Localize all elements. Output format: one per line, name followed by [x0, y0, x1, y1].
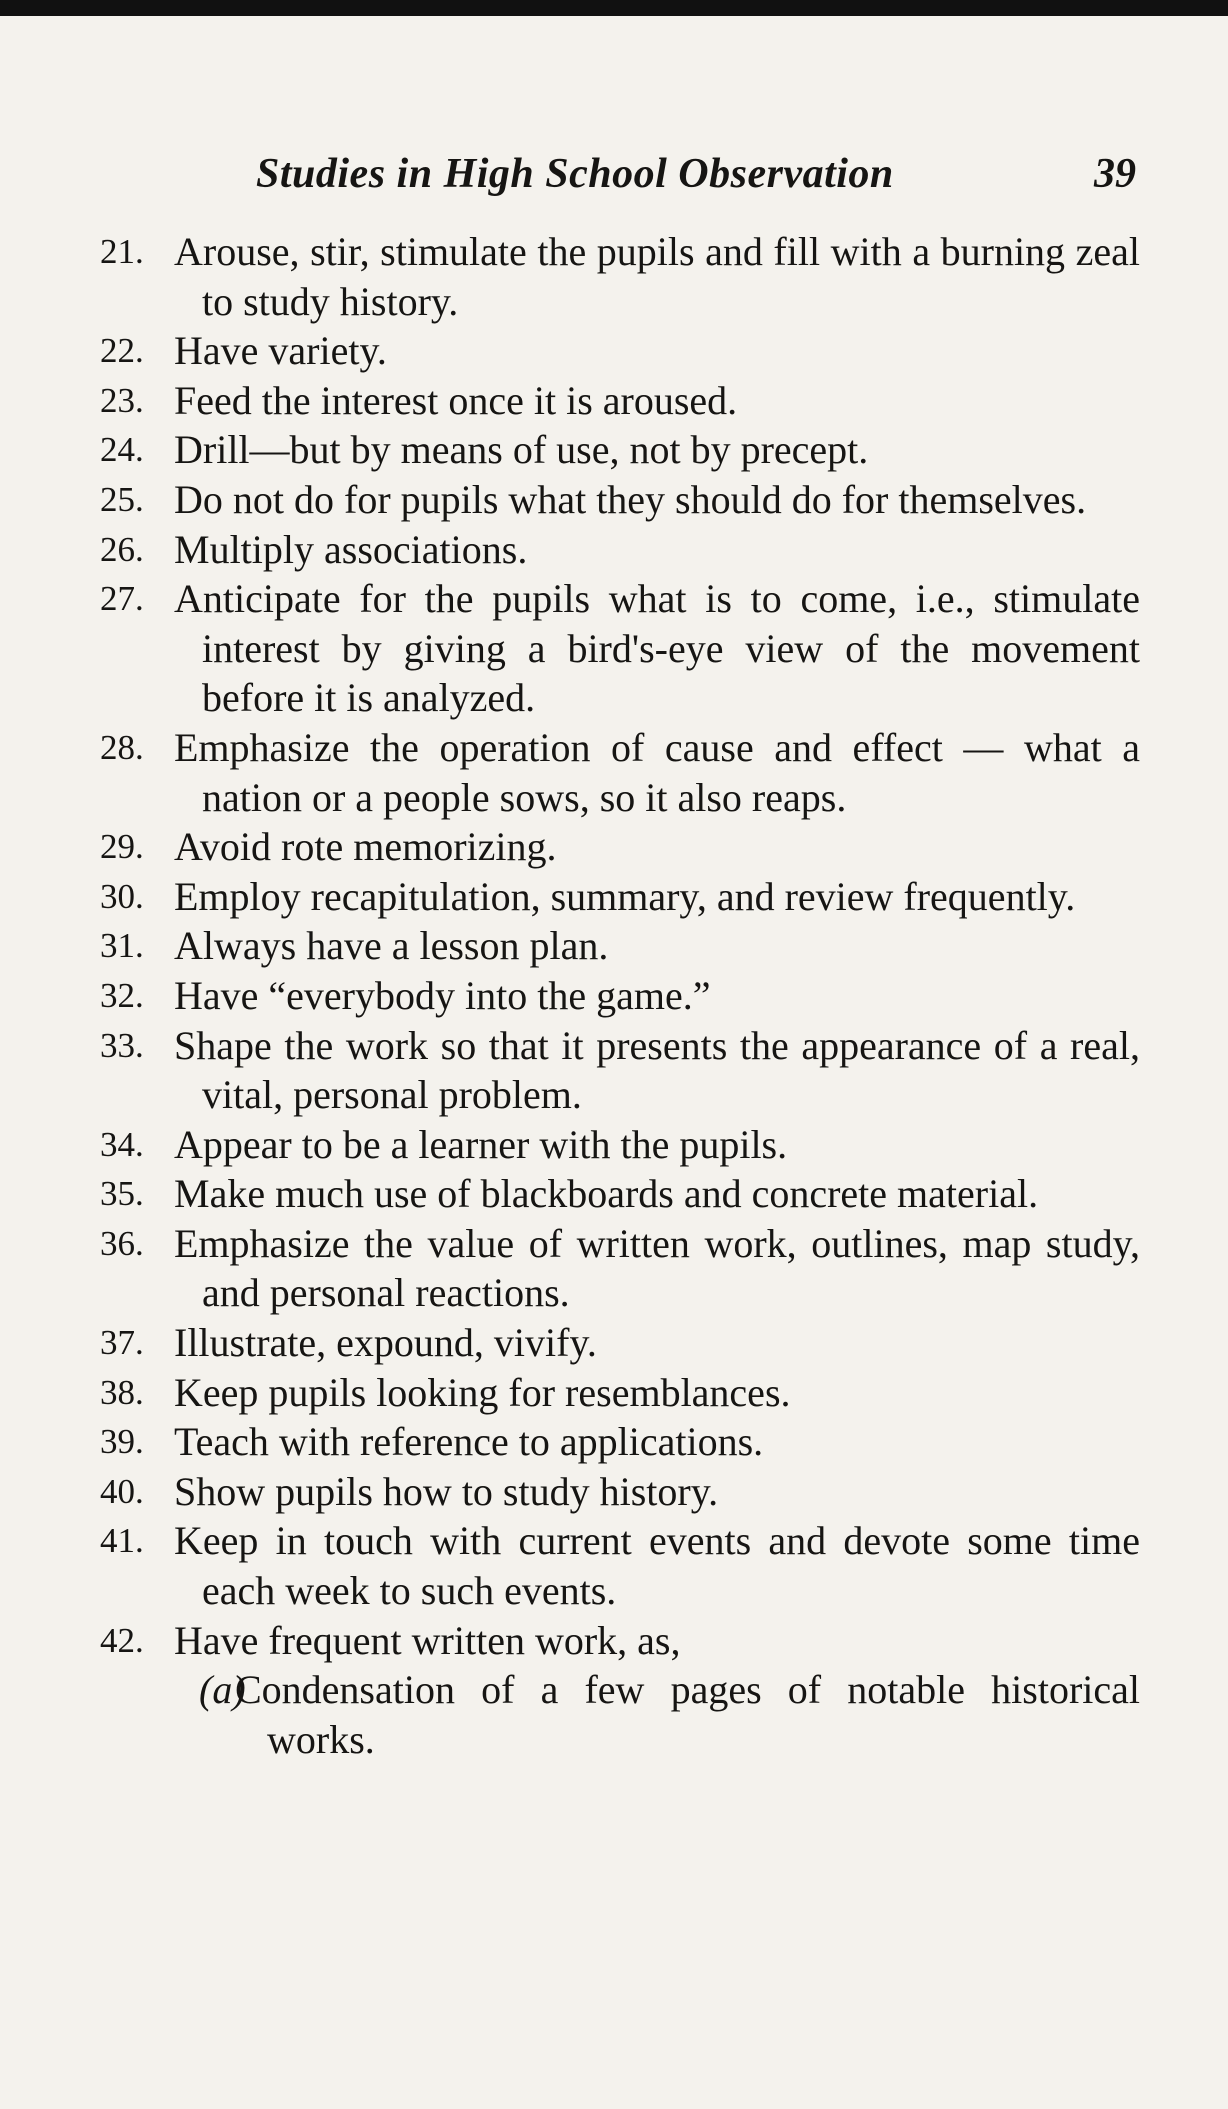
list-item: [90, 1467, 1140, 1517]
item-text: Keep in touch with current events and devote some time each week to such events.: [174, 1518, 1140, 1614]
list-item: [90, 1516, 1140, 1615]
item-number: 25.: [100, 479, 144, 519]
item-text: Drill—but by means of use, not by precept.: [174, 427, 869, 473]
item-text: Arouse, stir, stimulate the pupils and fill with a burning zeal to study history.: [174, 229, 1140, 324]
item-number: 31.: [100, 926, 144, 966]
item-number: 37.: [100, 1323, 144, 1363]
sub-item-label: (a): [199, 1667, 246, 1713]
list-item: [90, 723, 1140, 822]
item-text: Shape the work so that it presents the appearance of a real, vital, personal problem.: [174, 1022, 1140, 1118]
sub-item-text: Condensation of a few pages of notable historical works.: [235, 1667, 1140, 1762]
top-edge-rule: [0, 0, 1228, 16]
list-item: [90, 921, 1140, 971]
item-number: 26.: [100, 529, 144, 569]
item-number: 24.: [100, 430, 144, 470]
list-item: [90, 1169, 1140, 1219]
item-text: Appear to be a learner with the pupils.: [174, 1121, 788, 1167]
item-text: Avoid rote memorizing.: [174, 824, 557, 870]
item-text: Have variety.: [174, 328, 387, 374]
item-text: Have “everybody into the game.”: [174, 972, 711, 1018]
list-item: [90, 376, 1140, 426]
item-number: 27.: [100, 579, 144, 619]
sub-list-item: [90, 1665, 1140, 1764]
list-item: [90, 822, 1140, 872]
list-item: [90, 872, 1140, 922]
item-text: Feed the interest once it is aroused.: [174, 377, 738, 423]
list-item: [90, 326, 1140, 376]
item-text: Do not do for pupils what they should do for themselves.: [174, 476, 1087, 522]
item-text: Multiply associations.: [174, 526, 528, 572]
item-text: Emphasize the value of written work, outlines, map study, and personal reactions.: [174, 1220, 1140, 1316]
item-text: Emphasize the operation of cause and effect — what a nation or a people sows, so it also reaps.: [174, 724, 1140, 820]
item-number: 41.: [100, 1521, 144, 1561]
item-text: Have frequent written work, as,: [174, 1617, 681, 1663]
item-number: 42.: [100, 1620, 144, 1660]
running-title: Studies in High School Observation: [256, 151, 894, 197]
list-item: [90, 971, 1140, 1021]
list-item: [90, 1616, 1140, 1666]
item-text: Employ recapitulation, summary, and review frequently.: [174, 873, 1076, 919]
item-number: 30.: [100, 876, 144, 916]
item-text: Always have a lesson plan.: [174, 923, 609, 969]
list-item: [90, 1120, 1140, 1170]
list-item: [90, 574, 1140, 723]
page-number: 39: [1094, 151, 1136, 197]
item-number: 36.: [100, 1223, 144, 1263]
list-item: [90, 475, 1140, 525]
item-number: 33.: [100, 1025, 144, 1065]
item-number: 40.: [100, 1471, 144, 1511]
item-number: 34.: [100, 1124, 144, 1164]
list-item: [90, 1021, 1140, 1120]
list-item: [90, 227, 1140, 326]
item-number: 29.: [100, 827, 144, 867]
item-number: 35.: [100, 1174, 144, 1214]
item-number: 32.: [100, 975, 144, 1015]
item-number: 28.: [100, 727, 144, 767]
item-text: Make much use of blackboards and concrete material.: [174, 1171, 1039, 1217]
list-item: [90, 1368, 1140, 1418]
list-item: [90, 1318, 1140, 1368]
page-header: [256, 136, 1136, 206]
item-number: 38.: [100, 1372, 144, 1412]
item-number: 21.: [100, 232, 144, 271]
item-number: 22.: [100, 331, 144, 371]
list-item: [90, 1417, 1140, 1467]
list-item: [90, 425, 1140, 475]
list-item: [90, 525, 1140, 575]
item-text: Illustrate, expound, vivify.: [174, 1320, 597, 1366]
item-number: 39.: [100, 1422, 144, 1462]
list-item: [90, 1219, 1140, 1318]
item-text: Anticipate for the pupils what is to come, i.e., stimulate interest by giving a bird's-eye view of the movement before it is analyzed.: [174, 576, 1140, 721]
numbered-list: [90, 227, 1140, 1764]
item-number: 23.: [100, 380, 144, 420]
item-text: Show pupils how to study history.: [174, 1468, 719, 1514]
item-text: Keep pupils looking for resemblances.: [174, 1369, 791, 1415]
item-text: Teach with reference to applications.: [174, 1419, 764, 1465]
